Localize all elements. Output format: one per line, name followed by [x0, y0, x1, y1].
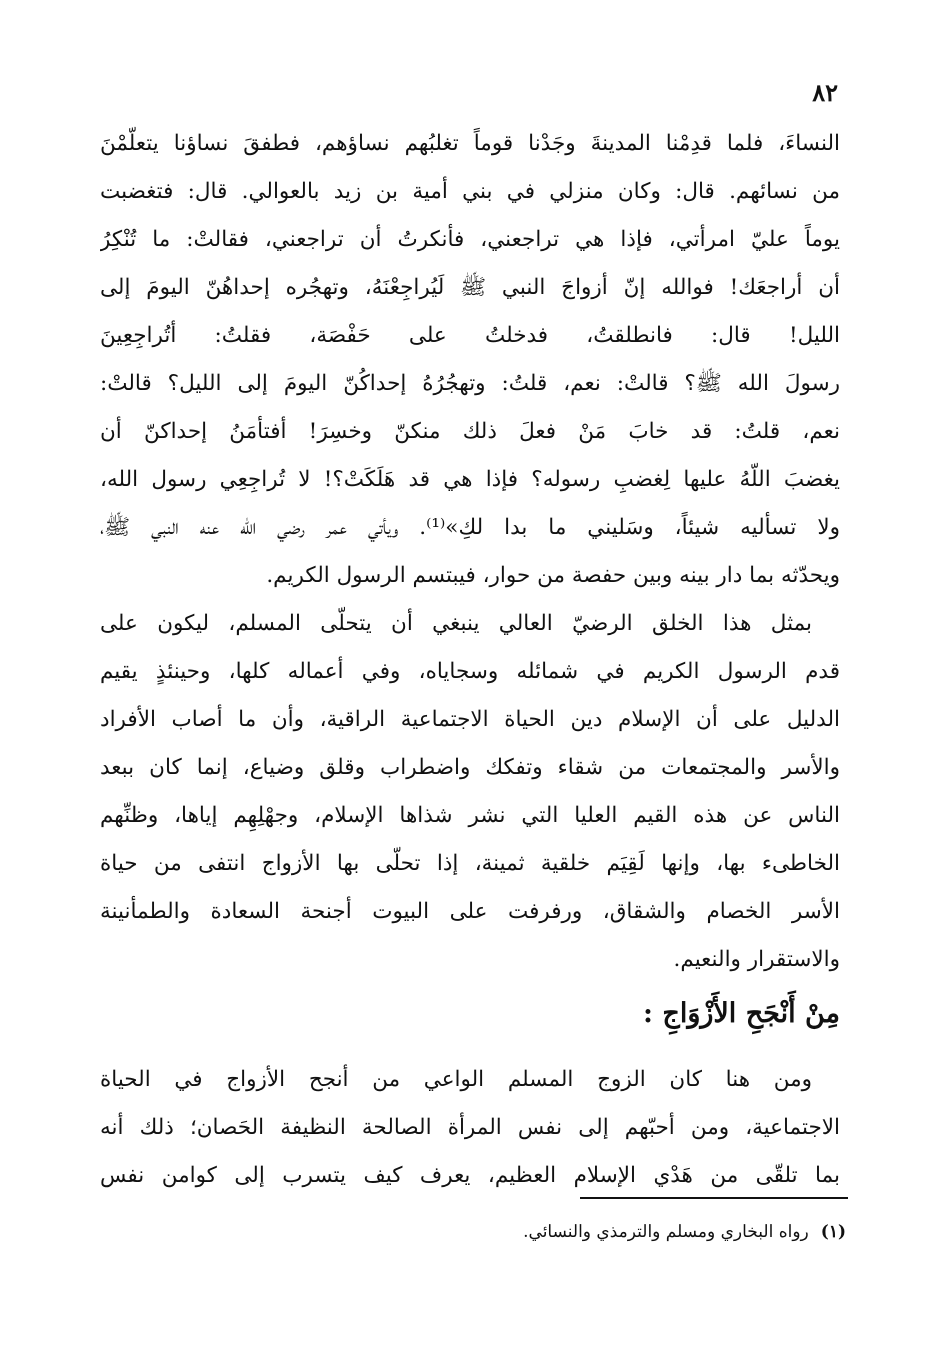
text-line: الخاطىء بها، وإنها لَقِيَم خلقية ثمينة، إذا تحلّى بها الأزواج انتفى من حياة: [100, 851, 840, 876]
footnote-divider: [580, 1197, 848, 1199]
text-line: قدم الرسول الكريم في شمائله وسجاياه، وفي أعماله كلها، وحينئذٍ يقيم: [100, 659, 840, 684]
text-line: ولا تسأليه شيئاً، وسَليني ما بدا لكِ»⁽¹⁾. ويأتي عمر رضي الله عنه النبي ﷺ،: [100, 515, 840, 540]
text-line: الاجتماعية، ومن أحبّهم إلى نفس المرأة الصالحة النظيفة الحَصان؛ ذلك أنه: [100, 1115, 840, 1140]
text-line: ويحدّثه بما دار بينه وبين حفصة من حوار، فيبتسم الرسول الكريم.: [266, 563, 840, 588]
text-line: من نسائهم. قال: وكان منزلي في بني أمية بن زيد بالعوالي. قال: فتغضبت: [100, 179, 840, 204]
text-line: يغضبَ اللّهُ عليها لِغضبِ رسوله؟ فإذا هي قد هَلَكَتْ؟! لا تُراجِعِي رسول الله،: [100, 467, 840, 492]
spacer: [100, 1044, 840, 1056]
text-line: الناس عن هذه القيم العليا التي نشر شذاها الإسلام، وجهْلِهِم إياها، وظنِّهم: [100, 803, 840, 828]
text-line: نعم، قلتُ: قد خابَ مَنْ فعلَ ذلك منكنّ وخسِرَ! أفتأمَنُ إحداكنّ أن: [100, 419, 840, 444]
footnote-marker: (١): [820, 1222, 846, 1242]
text-line: ومن هنا كان الزوج المسلم الواعي من أنجح الأزواج في الحياة: [100, 1067, 812, 1092]
main-text: [100, 120, 840, 1200]
footnote-text: رواه البخاري ومسلم والترمذي والنسائي.: [523, 1222, 809, 1242]
text-line: بما تلقّى من هَدْي الإسلام العظيم، يعرف كيف يتسرب إلى كوامن نفس: [100, 1163, 840, 1188]
text-line: يوماً عليّ امرأتي، فإذا هي تراجعني، فأنكرتُ أن تراجعني، فقالتْ: ما تُنْكِرُ: [100, 227, 840, 252]
section-heading: مِنْ أَنْجَحِ الأَزْوَاجِ :: [643, 998, 840, 1029]
text-line: أن أراجعَك! فوالله إنّ أزواجَ النبي ﷺ لَيُراجِعْنَهُ، وتهجُره إحداهُنّ اليومَ إلى: [100, 275, 840, 300]
page-number: ٨٢: [812, 78, 838, 107]
text-line: الدليل على أن الإسلام دين الحياة الاجتماعية الراقية، وأن ما أصاب الأفراد: [100, 707, 840, 732]
text-line: بمثل هذا الخلق الرضيّ العالي ينبغي أن يتحلّى المسلم، ليكون على: [100, 611, 812, 636]
text-line: النساءَ، فلما قدِمْنا المدينةَ وجَدْنا قوماً تغلبُهم نساؤهم، فطفقَ نساؤنا يتعلّمْنَ: [100, 131, 840, 156]
text-line: والأسر والمجتمعات من شقاء وتفكك واضطراب وقلق وضياع، إنما كان ببعد: [100, 755, 840, 780]
text-line: الأسر الخصام والشقاق، ورفرفت على البيوت أجنحة السعادة والطمأنينة: [100, 899, 840, 924]
footnote: [346, 1218, 846, 1246]
text-line: الليل! قال: فانطلقتُ، فدخلتُ على حَفْصَة، فقلتُ: أتُراجِعِينَ: [100, 323, 840, 348]
text-line: رسولَ الله ﷺ؟ قالتْ: نعم، قلتُ: وتهجُرُهُ إحداكُنّ اليومَ إلى الليل؟ قالتْ:: [100, 371, 840, 396]
text-line: والاستقرار والنعيم.: [673, 947, 840, 972]
